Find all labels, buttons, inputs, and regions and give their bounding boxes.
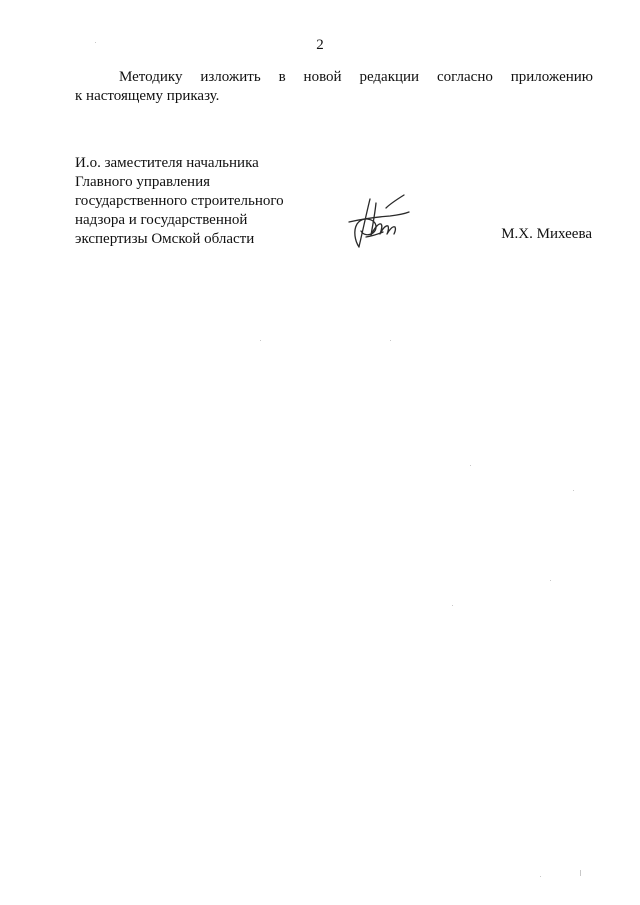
body-paragraph xyxy=(75,68,593,106)
scan-speck xyxy=(470,465,471,466)
paragraph-line-1 xyxy=(75,68,593,87)
paragraph-word: в xyxy=(278,69,286,85)
scan-speck xyxy=(550,580,551,581)
scan-speck xyxy=(580,870,581,876)
signer-title-block xyxy=(75,154,284,249)
scan-speck xyxy=(540,876,541,877)
scan-speck xyxy=(260,340,261,341)
paragraph-word: редакции xyxy=(359,69,420,85)
scan-speck xyxy=(390,340,391,341)
scan-speck xyxy=(95,42,96,43)
page-number: 2 xyxy=(316,37,324,53)
signer-title-line: Главного управления xyxy=(75,174,210,190)
paragraph-word: новой xyxy=(303,69,342,85)
signer-title-line: государственного строительного xyxy=(75,193,284,209)
paragraph-line-2: к настоящему приказу. xyxy=(75,88,220,104)
scan-speck xyxy=(573,490,574,491)
scan-speck xyxy=(452,605,453,606)
signer-title-line: экспертизы Омской области xyxy=(75,231,255,247)
signature-icon xyxy=(346,191,412,249)
paragraph-word: согласно xyxy=(436,69,493,85)
paragraph-word: изложить xyxy=(200,69,261,85)
paragraph-word: Методику xyxy=(119,69,183,85)
signer-title-line: И.о. заместителя начальника xyxy=(75,155,259,171)
signer-name: М.Х. Михеева xyxy=(501,226,592,242)
paragraph-word: приложению xyxy=(510,69,593,85)
signer-title-line: надзора и государственной xyxy=(75,212,248,228)
